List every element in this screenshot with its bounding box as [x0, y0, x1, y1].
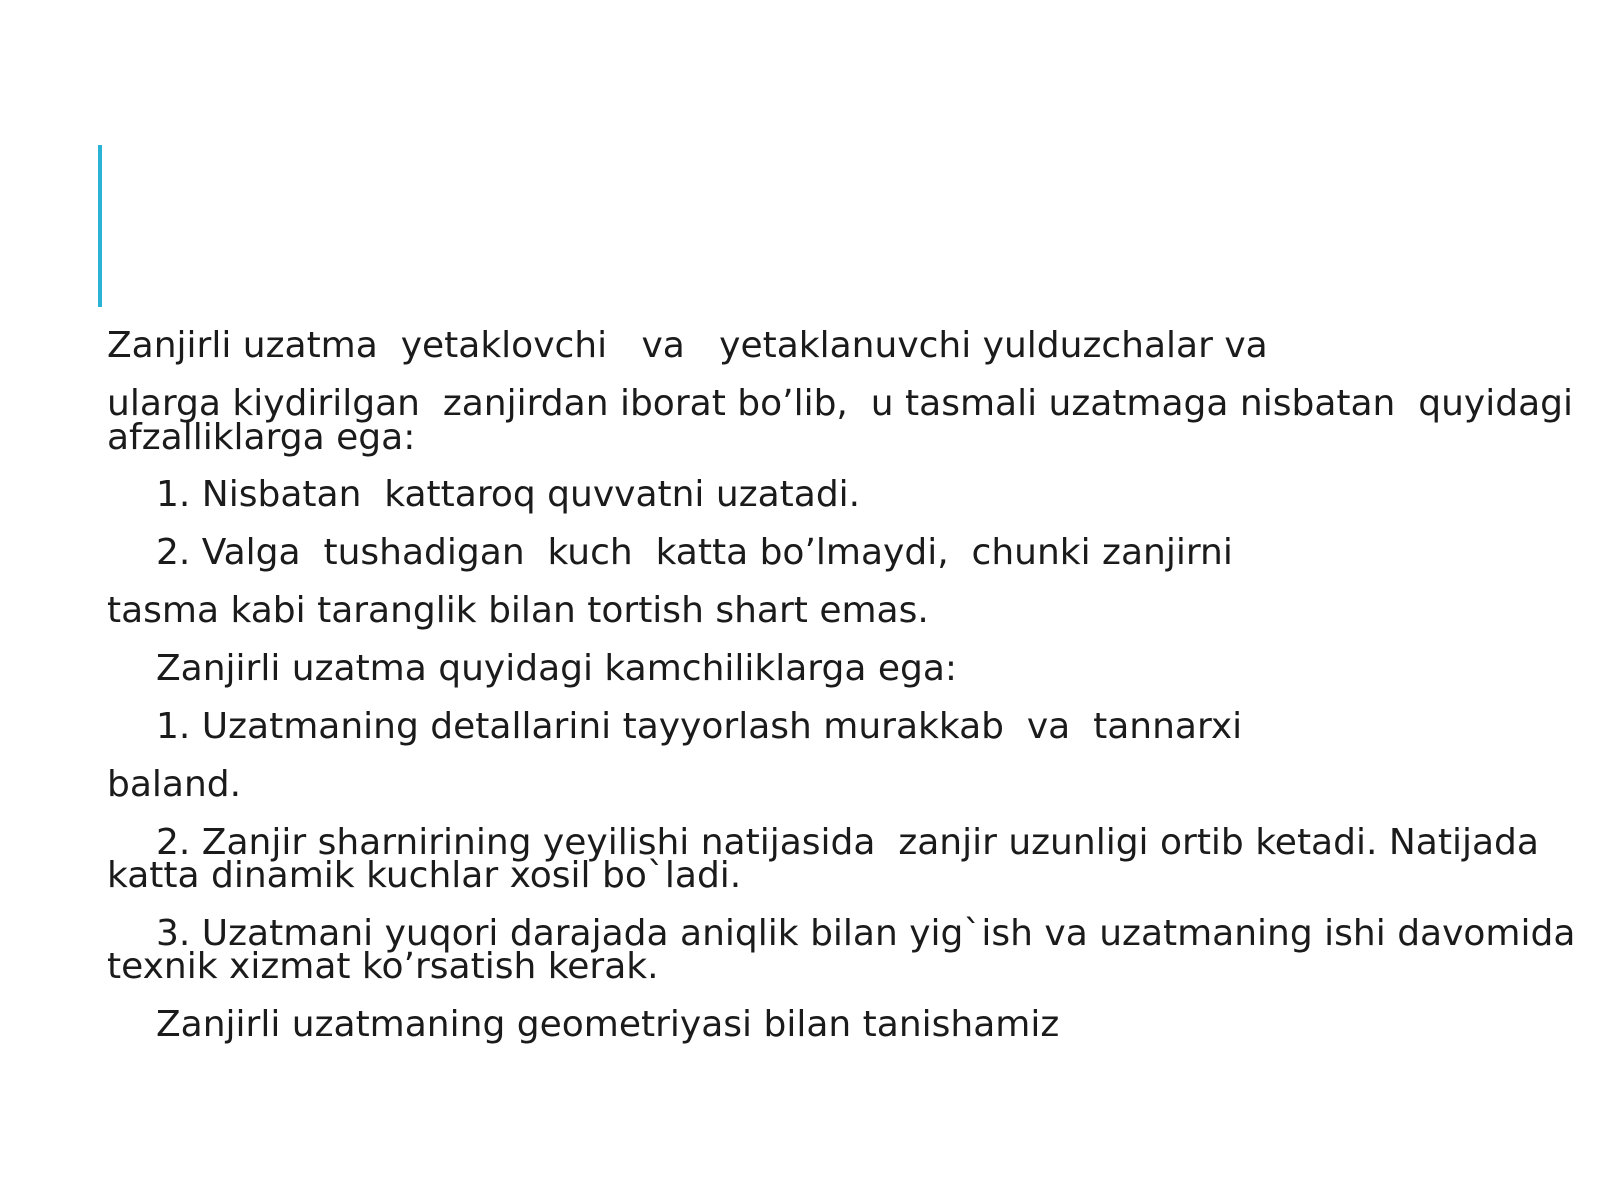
text-line: baland.	[107, 764, 242, 805]
text-line: Zanjirli uzatma yetaklovchi va yetaklanuvchi yulduzchalar va	[107, 325, 1268, 366]
text-line: texnik xizmat ko’rsatish kerak.	[107, 946, 659, 987]
text-line: Zanjirli uzatma quyidagi kamchiliklarga ega:	[156, 648, 958, 689]
list-item: 3. Uzatmani yuqori darajada aniqlik bilan yig`ish va uzatmaning ishi davomida	[156, 913, 1576, 954]
text-line: afzalliklarga ega:	[107, 417, 416, 458]
text-line: katta dinamik kuchlar xosil bo`ladi.	[107, 855, 742, 896]
accent-bar	[98, 145, 102, 307]
slide-body	[107, 0, 1587, 1200]
text-line: ularga kiydirilgan zanjirdan iborat bo’lib, u tasmali uzatmaga nisbatan quyidagi	[107, 383, 1573, 424]
list-item: 2. Valga tushadigan kuch katta bo’lmaydi, chunki zanjirni	[156, 532, 1233, 573]
list-item: 1. Uzatmaning detallarini tayyorlash murakkab va tannarxi	[156, 706, 1243, 747]
list-item: 1. Nisbatan kattaroq quvvatni uzatadi.	[156, 474, 861, 515]
text-line: Zanjirli uzatmaning geometriyasi bilan tanishamiz	[156, 1004, 1060, 1045]
text-line: tasma kabi taranglik bilan tortish shart emas.	[107, 590, 929, 631]
list-item: 2. Zanjir sharnirining yeyilishi natijasida zanjir uzunligi ortib ketadi. Natijada	[156, 822, 1539, 863]
